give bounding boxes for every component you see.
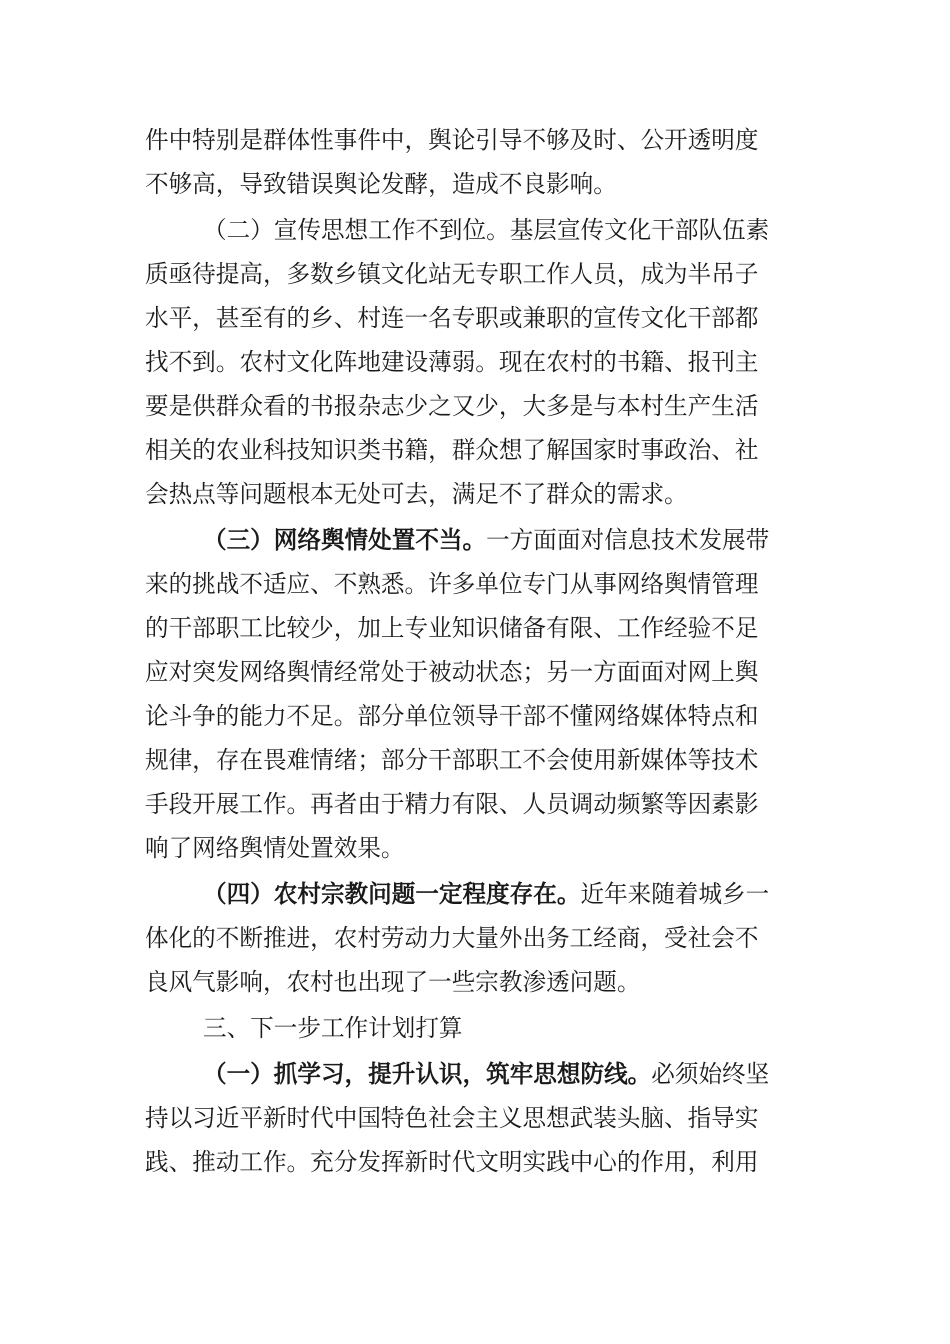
text-line [145,252,758,296]
line-text: 要是供群众看的书报杂志少之又少，大多是与本村生产生活 [145,392,759,420]
chapter-heading [203,1006,463,1050]
text-line [145,296,758,340]
text-line [145,428,758,472]
line-text: 一方面面对信息技术发展带 [486,526,770,554]
line-text: 规律，存在畏难情绪；部分干部职工不会使用新媒体等技术 [145,746,759,774]
text-line [145,782,758,826]
text-line [145,472,688,516]
text-line [145,562,758,606]
line-text: 近年来随着城乡一 [580,880,770,908]
line-text: 的干部职工比较少，加上专业知识储备有限、工作经验不足 [145,614,759,642]
line-text: 相关的农业科技知识类书籍，群众想了解国家时事政治、社 [145,436,759,464]
section-heading-text: （三）网络舆情处置不当。 [203,526,487,554]
paragraph-start-line [203,1052,769,1096]
line-text: （二）宣传思想工作不到位。基层宣传文化干部队伍素 [203,216,770,244]
line-text: 件中特别是群体性事件中，舆论引导不够及时、公开透明度 [145,126,759,154]
text-line [145,738,758,782]
paragraph-start-line [203,872,769,916]
text-line [145,694,758,738]
line-text: 必须始终坚 [651,1060,770,1088]
line-text: 论斗争的能力不足。部分单位领导干部不懂网络媒体特点和 [145,702,759,730]
line-text: 手段开展工作。再者由于精力有限、人员调动频繁等因素影 [145,790,759,818]
line-text: 践、推动工作。充分发挥新时代文明实践中心的作用，利用 [145,1148,759,1176]
section-heading-text: （四）农村宗教问题一定程度存在。 [203,880,581,908]
line-text: 不够高，导致错误舆论发酵，造成不良影响。 [145,170,617,198]
text-line [145,1096,758,1140]
line-text: 会热点等问题根本无处可去，满足不了群众的需求。 [145,480,688,508]
paragraph-start-line [203,208,769,252]
line-text: 来的挑战不适应、不熟悉。许多单位专门从事网络舆情管理 [145,570,759,598]
line-text: 体化的不断推进，农村劳动力大量外出务工经商，受社会不 [145,924,759,952]
text-line [145,118,758,162]
text-line [145,162,617,206]
text-line [145,916,758,960]
text-line [145,960,640,1004]
section-heading-text: （一）抓学习，提升认识，筑牢思想防线。 [203,1060,652,1088]
line-text: 找不到。农村文化阵地建设薄弱。现在农村的书籍、报刊主 [145,348,759,376]
text-line [145,650,758,694]
text-line [145,1140,758,1184]
line-text: 质亟待提高，多数乡镇文化站无专职工作人员，成为半吊子 [145,260,759,288]
text-line [145,826,405,870]
text-line [145,606,758,650]
line-text: 水平，甚至有的乡、村连一名专职或兼职的宣传文化干部都 [145,304,759,332]
text-line [145,384,758,428]
line-text: 良风气影响，农村也出现了一些宗教渗透问题。 [145,968,641,996]
chapter-heading-text: 三、下一步工作计划打算 [203,1014,463,1042]
line-text: 持以习近平新时代中国特色社会主义思想武装头脑、指导实 [145,1104,759,1132]
paragraph-start-line [203,518,769,562]
line-text: 应对突发网络舆情经常处于被动状态；另一方面面对网上舆 [145,658,759,686]
line-text: 响了网络舆情处置效果。 [145,834,405,862]
text-line [145,340,758,384]
